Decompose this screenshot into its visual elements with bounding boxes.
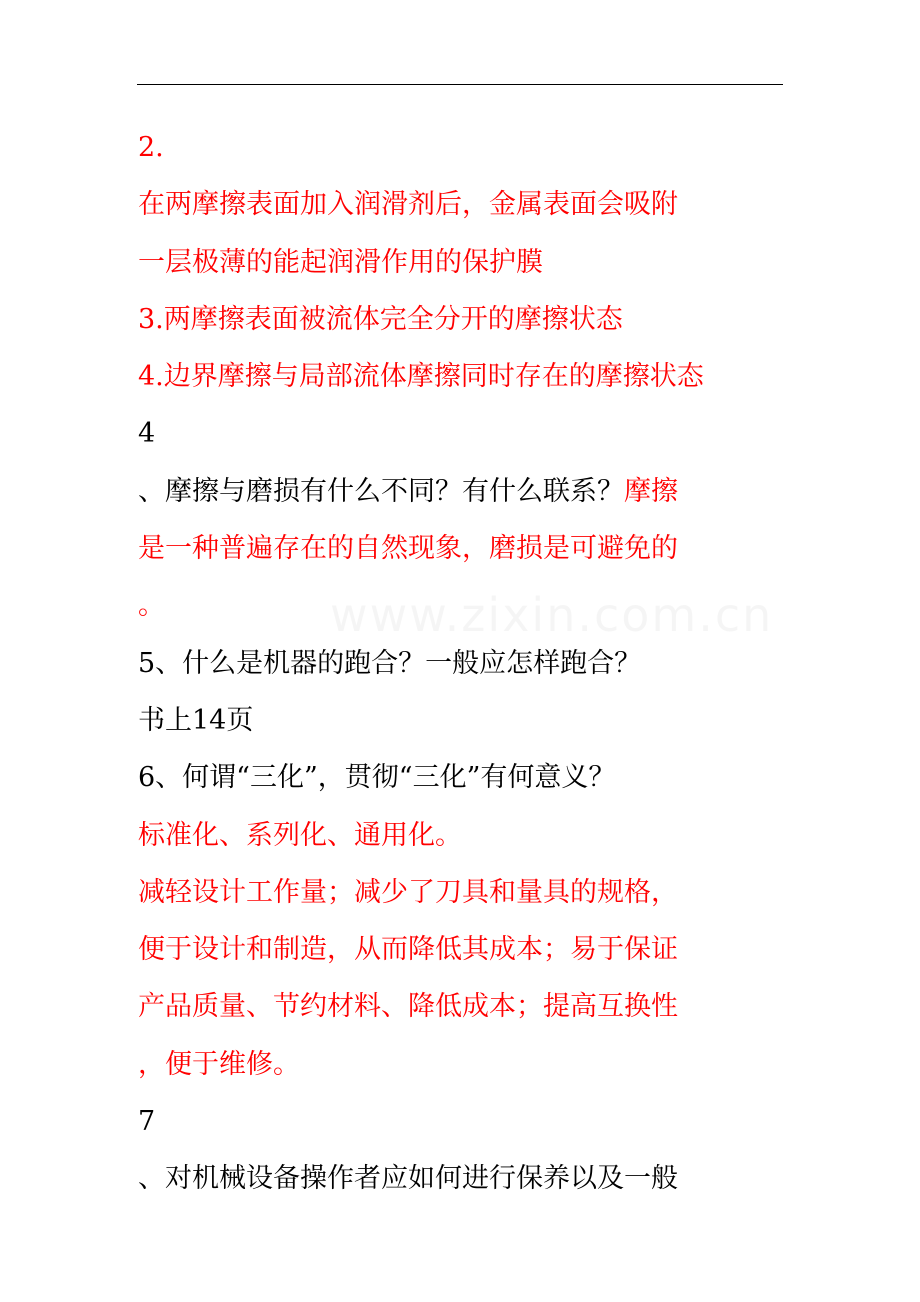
document-body (138, 119, 788, 1208)
question-line: 、对机械设备操作者应如何进行保养以及一般 (138, 1163, 678, 1195)
answer-line: 在两摩擦表面加入润滑剂后，金属表面会吸附 (138, 189, 678, 221)
answer-line: 标准化、系列化、通用化。 (138, 819, 462, 851)
answer-line: 减轻设计工作量；减少了刀具和量具的规格， (138, 876, 678, 908)
answer-line: 产品质量、节约材料、降低成本；提高互换性 (138, 991, 678, 1023)
answer-line: ，便于维修。 (138, 1048, 300, 1080)
answer-line: 是一种普遍存在的自然现象，磨损是可避免的 (138, 533, 678, 565)
mixed-line (138, 463, 788, 520)
answer-line: 2. (138, 132, 164, 163)
question-text: 、摩擦与磨损有什么不同？有什么联系？ (138, 475, 624, 507)
answer-line: 4.边界摩擦与局部流体摩擦同时存在的摩擦状态 (138, 361, 704, 393)
answer-line: 一层极薄的能起润滑作用的保护膜 (138, 246, 543, 278)
answer-line: 。 (138, 590, 165, 622)
question-number: 7 (138, 1106, 156, 1138)
question-line: 6、何谓“三化”，贯彻“三化”有何意义？ (138, 762, 616, 794)
answer-reference: 书上14页 (138, 704, 254, 736)
question-line: 5、什么是机器的跑合？一般应怎样跑合？ (138, 647, 642, 679)
answer-text: 摩擦 (624, 475, 678, 507)
question-number: 4 (138, 418, 156, 450)
answer-line: 便于设计和制造，从而降低其成本；易于保证 (138, 934, 678, 966)
answer-line: 3.两摩擦表面被流体完全分开的摩擦状态 (138, 303, 623, 335)
header-rule (137, 84, 783, 85)
